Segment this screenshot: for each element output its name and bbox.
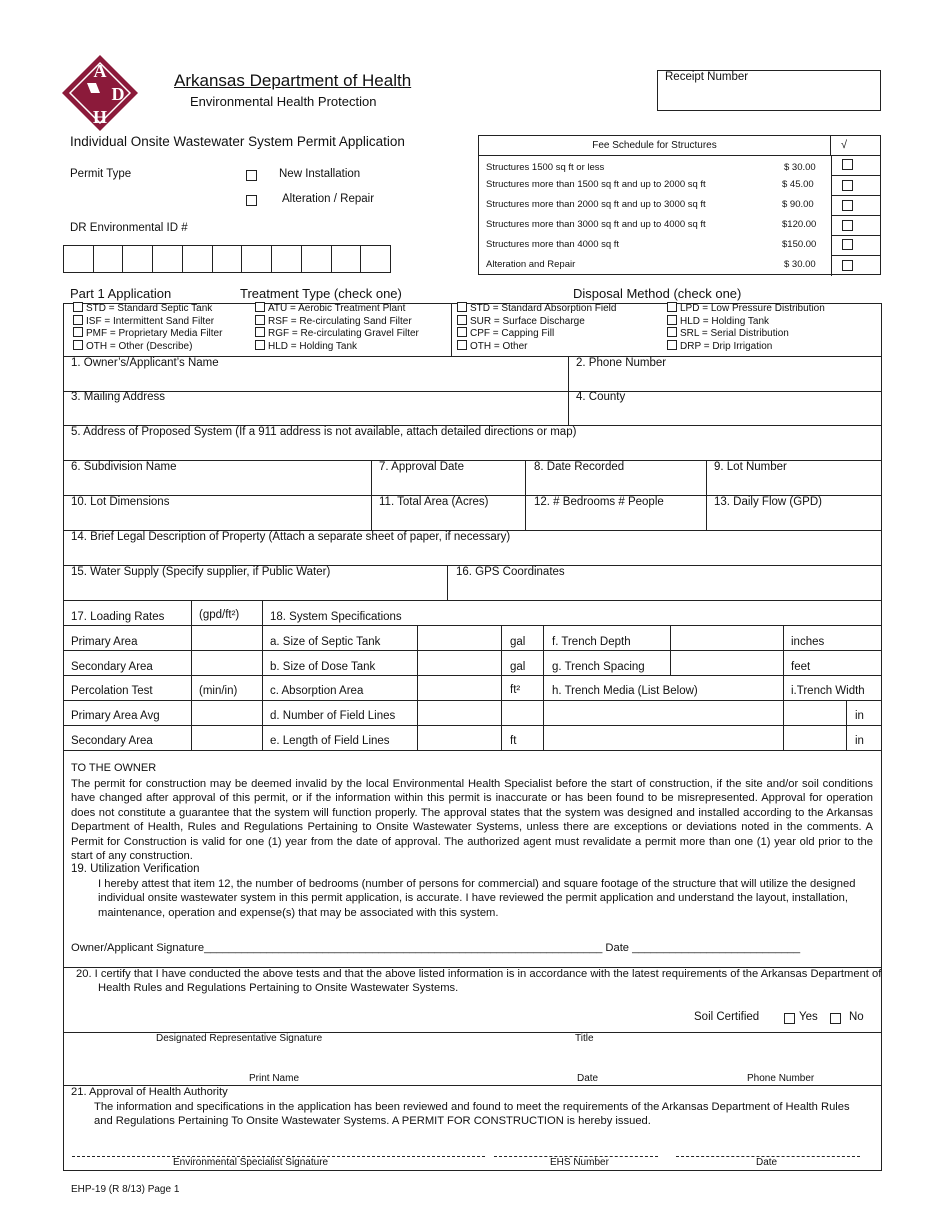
- daily-flow-label: 13. Daily Flow (GPD): [714, 496, 822, 508]
- spec-row-spec: d. Number of Field Lines: [270, 710, 396, 722]
- treatment-option[interactable]: ATU = Aerobic Treatment Plant: [255, 303, 405, 314]
- spec-row-left-unit: (min/in): [199, 685, 238, 697]
- spec-row-left: Secondary Area: [71, 661, 153, 673]
- new-installation-checkbox[interactable]: [246, 170, 257, 181]
- gps-coordinates-label: 16. GPS Coordinates: [456, 566, 565, 578]
- rep-phone-label: Phone Number: [747, 1073, 815, 1084]
- soil-certified-yes-checkbox[interactable]: [784, 1013, 795, 1024]
- fee-row-label: Structures more than 3000 sq ft and up to 4000 sq ft: [486, 219, 706, 230]
- fee-row-checkbox[interactable]: [842, 200, 853, 211]
- part1-heading: Part 1 Application: [70, 286, 172, 301]
- disposal-option[interactable]: STD = Standard Absorption Field: [457, 303, 616, 314]
- proposed-system-address-label: 5. Address of Proposed System (If a 911 address is not available, attach detailed directions or map): [71, 426, 577, 438]
- bedrooms-people-label: 12. # Bedrooms # People: [534, 496, 664, 508]
- treatment-option[interactable]: RGF = Re-circulating Gravel Filter: [255, 328, 419, 339]
- disposal-option[interactable]: SRL = Serial Distribution: [667, 328, 789, 339]
- form-title: Individual Onsite Wastewater System Permit Application: [70, 134, 405, 149]
- spec-row-spec2: h. Trench Media (List Below): [552, 685, 698, 697]
- print-name-label: Print Name: [249, 1073, 300, 1084]
- fee-row: [486, 199, 881, 219]
- approval-date-label: Date: [756, 1157, 778, 1168]
- rep-date-label: Date: [577, 1073, 599, 1084]
- division-name: Environmental Health Protection: [190, 94, 377, 109]
- spec-row-spec: c. Absorption Area: [270, 685, 364, 697]
- fee-row-amount: $ 45.00: [782, 179, 814, 190]
- utilization-text: I hereby attest that item 12, the number of bedrooms (number of persons for commercial) and square footage of the structure that will utilize the designed individual onsite wastewater system in this permit application, is accurate. I have reviewed the permit application and understand the layout, installation, maintenance, operation and expense(s) that may be associated with this system.: [98, 878, 856, 919]
- spec-row-spec2-unit: in: [855, 735, 864, 747]
- spec-row-spec2-unit: inches: [791, 636, 825, 648]
- approval-heading: 21. Approval of Health Authority: [71, 1086, 228, 1098]
- fee-schedule-title: Fee Schedule for Structures: [479, 136, 831, 156]
- fee-row-label: Alteration and Repair: [486, 259, 576, 270]
- alteration-repair-label: Alteration / Repair: [282, 193, 375, 205]
- loading-rates-label: 17. Loading Rates: [71, 611, 165, 623]
- disposal-method-heading: Disposal Method (check one): [573, 286, 742, 301]
- approval-date-label: 7. Approval Date: [379, 461, 465, 473]
- spec-row-unit: gal: [510, 636, 526, 648]
- spec-row-spec2-unit: in: [855, 710, 864, 722]
- spec-row-spec2-unit: feet: [791, 661, 811, 673]
- form-id: EHP-19 (R 8/13) Page 1: [71, 1184, 180, 1195]
- soil-certified-no-checkbox[interactable]: [830, 1013, 841, 1024]
- fee-row-label: Structures 1500 sq ft or less: [486, 162, 605, 173]
- disposal-option[interactable]: HLD = Holding Tank: [667, 316, 769, 327]
- utilization-heading: 19. Utilization Verification: [71, 863, 200, 875]
- treatment-option[interactable]: OTH = Other (Describe): [73, 341, 192, 352]
- legal-description-label: 14. Brief Legal Description of Property (Attach a separate sheet of paper, if necessary): [71, 531, 511, 543]
- env-id-boxes[interactable]: [63, 245, 391, 273]
- soil-certified-no-label: No: [849, 1011, 864, 1023]
- spec-row-left: Percolation Test: [71, 685, 153, 697]
- fee-row-label: Structures more than 1500 sq ft and up to 2000 sq ft: [486, 179, 706, 190]
- svg-text:D: D: [111, 84, 125, 104]
- owner-name-label: 1. Owner’s/Applicant’s Name: [71, 357, 219, 369]
- county-label: 4. County: [576, 391, 626, 403]
- spec-row-spec: b. Size of Dose Tank: [270, 661, 376, 673]
- spec-row-spec2: f. Trench Depth: [552, 636, 631, 648]
- svg-text:H: H: [92, 107, 108, 127]
- approval-text: The information and specifications in the application has been reviewed and found to meet the requirements of the Arkansas Department of Health Rules and Regulations Pertaining To Onsite Wastewater Systems. A PERMIT FOR CONSTRUCTION is hereby issued.: [94, 1101, 850, 1128]
- spec-row-unit: ft: [510, 735, 517, 747]
- date-recorded-label: 8. Date Recorded: [534, 461, 625, 473]
- spec-row-spec: e. Length of Field Lines: [270, 735, 390, 747]
- fee-row-label: Structures more than 2000 sq ft and up to 3000 sq ft: [486, 199, 706, 210]
- disposal-option[interactable]: OTH = Other: [457, 341, 528, 352]
- treatment-option[interactable]: HLD = Holding Tank: [255, 341, 357, 352]
- fee-row-label: Structures more than 4000 sq ft: [486, 239, 620, 250]
- dept-name: Arkansas Department of Health: [174, 71, 412, 90]
- specialist-signature-label: Environmental Specialist Signature: [173, 1157, 329, 1168]
- fee-row-amount: $ 90.00: [782, 199, 814, 210]
- fee-row-checkbox[interactable]: [842, 180, 853, 191]
- permit-type-label: Permit Type: [70, 168, 132, 180]
- spec-row-left: Primary Area Avg: [71, 710, 160, 722]
- fee-row: [486, 259, 881, 279]
- alteration-repair-checkbox[interactable]: [246, 195, 257, 206]
- disposal-option[interactable]: CPF = Capping Fill: [457, 328, 554, 339]
- owner-notice-text: The permit for construction may be deemed invalid by the local Environmental Health Specialist before the start of construction, if the site and/or soil conditions have changed after approval of this permit, or if the information within this permit is inaccurate or has been found to be misrepresented. Approval for operation does not constitute a guarantee that the system will function properly. The approval states that the system was designed and installed according to the Arkansas Department of Health, Rules and Regulations Pertaining to Onsite Wastewater Systems, unless there are exceptions or deviations noted in the comments. A Permit for Construction is valid for one (1) year from the date of approval. The authorized agent must revalidate a permit more than one (1) year old prior to the start of any construction.: [71, 778, 873, 863]
- treatment-option[interactable]: PMF = Proprietary Media Filter: [73, 328, 222, 339]
- disposal-option[interactable]: DRP = Drip Irrigation: [667, 341, 772, 352]
- fee-row-checkbox[interactable]: [842, 159, 853, 170]
- fee-row-amount: $120.00: [782, 219, 817, 230]
- disposal-option[interactable]: LPD = Low Pressure Distribution: [667, 303, 825, 314]
- fee-row: [486, 179, 881, 199]
- fee-row-amount: $ 30.00: [784, 259, 816, 270]
- spec-row-unit: ft²: [510, 684, 521, 696]
- treatment-type-heading: Treatment Type (check one): [240, 286, 402, 301]
- owner-signature-line[interactable]: Owner/Applicant Signature________________________________________________________________ Date ___________________________: [71, 942, 801, 954]
- fee-row-amount: $ 30.00: [784, 162, 816, 173]
- treatment-option[interactable]: STD = Standard Septic Tank: [73, 303, 212, 314]
- owner-notice-heading: TO THE OWNER: [71, 762, 157, 774]
- water-supply-label: 15. Water Supply (Specify supplier, if Public Water): [71, 566, 331, 578]
- lot-number-label: 9. Lot Number: [714, 461, 787, 473]
- total-area-label: 11. Total Area (Acres): [379, 496, 489, 508]
- subdivision-name-label: 6. Subdivision Name: [71, 461, 177, 473]
- soil-certified-yes-label: Yes: [799, 1011, 818, 1023]
- phone-number-label: 2. Phone Number: [576, 357, 667, 369]
- fee-row-checkbox[interactable]: [842, 239, 853, 250]
- loading-rates-unit: (gpd/ft²): [199, 609, 240, 621]
- treatment-option[interactable]: RSF = Re-circulating Sand Filter: [255, 316, 412, 327]
- spec-row-left: Secondary Area: [71, 735, 153, 747]
- rep-signature-label: Designated Representative Signature: [156, 1033, 323, 1044]
- disposal-option[interactable]: SUR = Surface Discharge: [457, 316, 585, 327]
- spec-row-left: Primary Area: [71, 636, 138, 648]
- soil-certified-label: Soil Certified: [694, 1011, 760, 1023]
- svg-text:A: A: [93, 61, 107, 81]
- fee-row: [486, 239, 881, 259]
- system-specs-label: 18. System Specifications: [270, 611, 402, 623]
- spec-row-unit: gal: [510, 661, 526, 673]
- ehs-number-label: EHS Number: [550, 1157, 609, 1168]
- mailing-address-label: 3. Mailing Address: [71, 391, 165, 403]
- env-id-label: DR Environmental ID #: [70, 222, 188, 234]
- fee-check-header: √: [831, 136, 880, 156]
- treatment-option[interactable]: ISF = Intermittent Sand Filter: [73, 316, 214, 327]
- spec-row-spec2: g. Trench Spacing: [552, 661, 645, 673]
- fee-row: [486, 219, 881, 239]
- fee-row-checkbox[interactable]: [842, 220, 853, 231]
- rep-title-label: Title: [575, 1033, 594, 1044]
- adh-logo: [60, 53, 140, 133]
- new-installation-label: New Installation: [279, 168, 361, 180]
- fee-row-checkbox[interactable]: [842, 260, 853, 271]
- spec-row-spec2-unit: i.Trench Width: [791, 685, 865, 697]
- spec-row-spec: a. Size of Septic Tank: [270, 636, 381, 648]
- fee-row-amount: $150.00: [782, 239, 817, 250]
- lot-dimensions-label: 10. Lot Dimensions: [71, 496, 170, 508]
- receipt-number-label: Receipt Number: [665, 71, 749, 83]
- certify-text: 20. I certify that I have conducted the above tests and that the above listed information is in accordance with the latest requirements of the Arkansas Department of Health Rules and Regulations Pertaining to Onsite Wastewater Systems.: [76, 968, 882, 995]
